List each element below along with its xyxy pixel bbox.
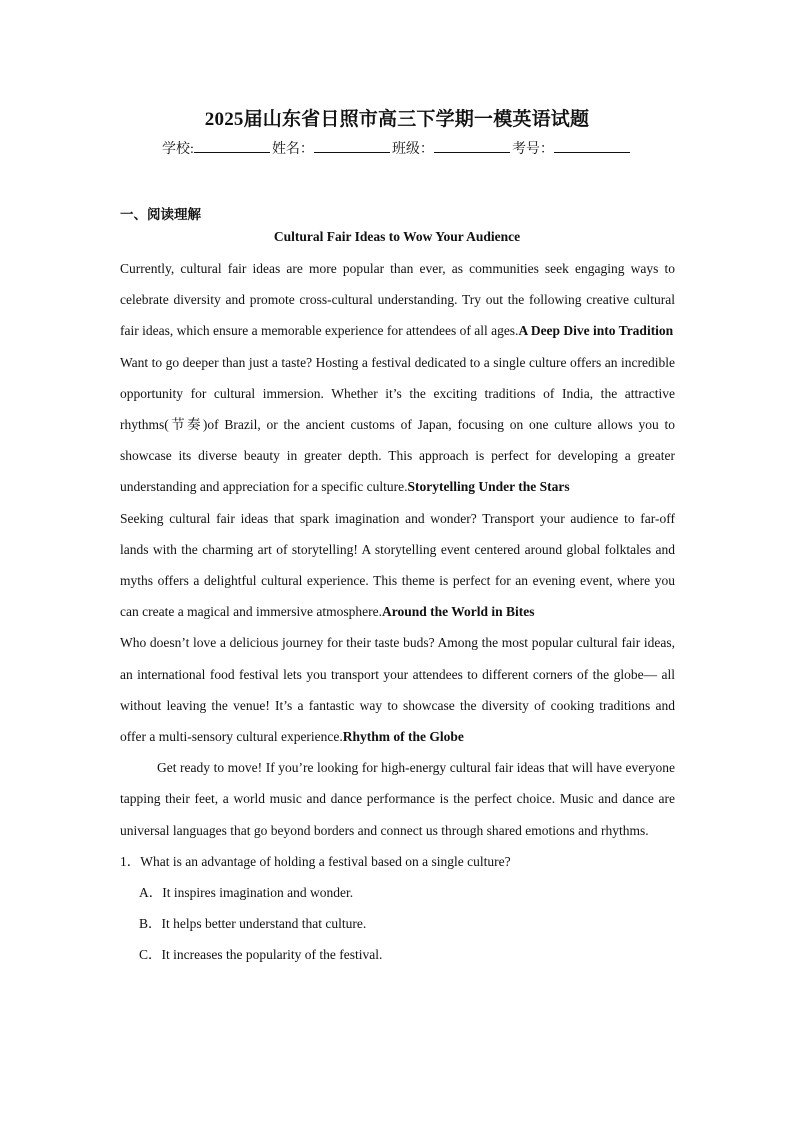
section-heading-rhythm: Rhythm of the Globe [342, 729, 464, 745]
school-label: 学校: [162, 142, 194, 157]
name-label: 姓名： [271, 142, 314, 157]
section-heading-storytelling: Storytelling Under the Stars [407, 479, 570, 495]
option-b[interactable] [120, 908, 675, 939]
question-1 [120, 846, 675, 877]
section-heading: 一、阅读理解 [120, 207, 201, 222]
exam-number-label: 考号： [511, 142, 554, 157]
section-text-storytelling: Seeking cultural fair ideas that spark imagination and wonder? Transport your audience to far-off lands with the charming art of storytelling! A storytelling event centered around global folktales and myths offers a delightful cultural experience. This theme is perfect for an evening event, where you can create a magical and immersive atmosphere. [120, 510, 675, 620]
option-letter: B． [139, 916, 162, 932]
section-text-bites: Who doesn’t love a delicious journey for their taste buds? Among the most popular cultural fair ideas, an international food festival lets you transport your attendees to different corners of the globe— all without leaving the venue! It’s a fantastic way to showcase the diversity of cooking traditions and offer a multi-sensory cultural experience. [120, 635, 675, 745]
passage-body [120, 253, 675, 971]
question-text: What is an advantage of holding a festival based on a single culture? [140, 853, 511, 869]
class-blank[interactable] [434, 140, 510, 153]
passage-paragraph [120, 253, 675, 347]
passage-intro: Currently, cultural fair ideas are more popular than ever, as communities seek engaging ways to celebrate diversity and promote cross-cultural understanding. Try out the following creative cultural fair ideas, which ensure a memorable experience for attendees of all ages. [120, 261, 675, 339]
school-blank[interactable] [194, 140, 270, 153]
section-text-deep-dive: Want to go deeper than just a taste? Hosting a festival dedicated to a single culture offers an incredible opportunity for cultural immersion. Whether it’s the exciting traditions of India, the attractive rhythms(节奏)of Brazil, or the ancient customs of Japan, focusing on one culture allows you to showcase its diverse beauty in greater depth. This approach is perfect for developing a greater understanding and appreciation for a specific culture. [120, 354, 675, 495]
section-heading-bites: Around the World in Bites [382, 604, 535, 620]
exam-title: 2025届山东省日照市高三下学期一模英语试题 [204, 109, 590, 130]
name-blank[interactable] [314, 140, 390, 153]
option-a[interactable] [120, 877, 675, 908]
option-letter: A． [139, 885, 163, 901]
passage-paragraph [120, 347, 675, 503]
option-text: It inspires imagination and wonder. [162, 885, 354, 901]
exam-number-blank[interactable] [554, 140, 630, 153]
section-text-rhythm: Get ready to move! If you’re looking for high-energy cultural fair ideas that will have everyone tapping their feet, a world music and dance performance is the perfect choice. Music and dance are universal languages that go beyond borders and connect us through shared emotions and rhythms. [120, 760, 675, 838]
passage-paragraph [120, 627, 675, 752]
option-c[interactable] [120, 939, 675, 970]
passage-paragraph [120, 503, 675, 628]
option-letter: C． [139, 947, 162, 963]
section-heading-deep-dive: A Deep Dive into Tradition [518, 323, 674, 339]
option-text: It increases the popularity of the festival. [161, 947, 383, 963]
class-label: 班级： [391, 142, 434, 157]
option-text: It helps better understand that culture. [161, 916, 367, 932]
passage-title: Cultural Fair Ideas to Wow Your Audience [273, 229, 521, 244]
student-info-line [0, 138, 794, 158]
question-number: 1． [120, 853, 141, 869]
